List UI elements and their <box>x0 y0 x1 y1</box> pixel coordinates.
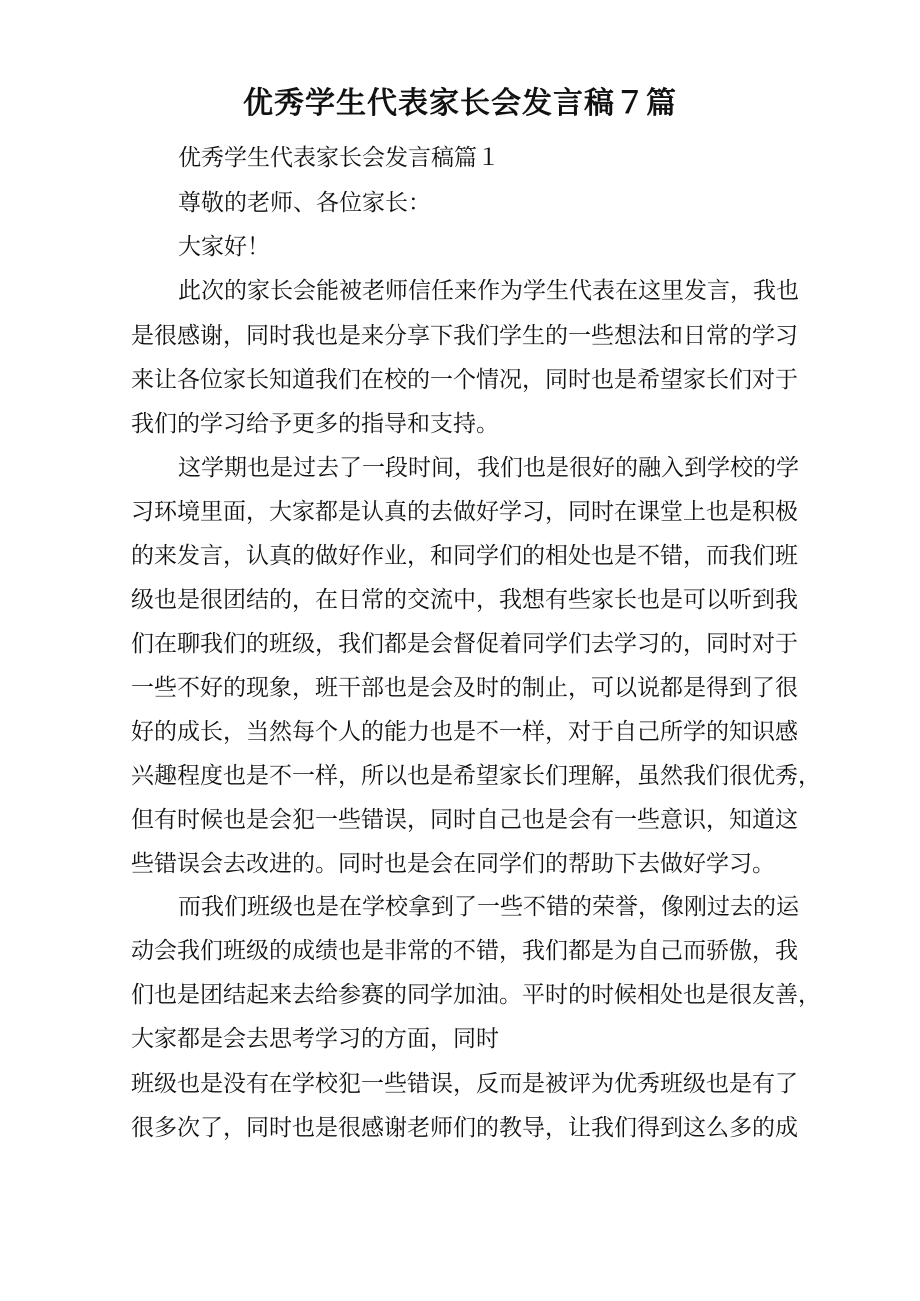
greeting: 大家好！ <box>178 234 270 260</box>
paragraph-line: 是很感谢，同时我也是来分享下我们学生的一些想法和日常的学习 <box>131 323 798 349</box>
paragraph-line: 但有时候也是会犯一些错误，同时自己也是会有一些意识，知道这 <box>131 807 798 833</box>
paragraph-line: 此次的家长会能被老师信任来作为学生代表在这里发言，我也 <box>178 278 799 304</box>
paragraph-line: 一些不好的现象，班干部也是会及时的制止，可以说都是得到了很 <box>131 675 798 701</box>
paragraph-line: 来让各位家长知道我们在校的一个情况，同时也是希望家长们对于 <box>131 367 798 393</box>
paragraph-line: 些错误会去改进的。同时也是会在同学们的帮助下去做好学习。 <box>131 851 775 877</box>
document-title: 优秀学生代表家长会发言稿７篇 <box>243 86 677 121</box>
paragraph-line: 而我们班级也是在学校拿到了一些不错的荣誉，像刚过去的运 <box>178 894 799 920</box>
salutation: 尊敬的老师、各位家长： <box>178 190 431 216</box>
paragraph-line: 这学期也是过去了一段时间，我们也是很好的融入到学校的学 <box>178 455 799 481</box>
paragraph-line: 很多次了，同时也是很感谢老师们的教导，让我们得到这么多的成 <box>131 1115 798 1141</box>
paragraph-line: 级也是很团结的，在日常的交流中，我想有些家长也是可以听到我 <box>131 587 798 613</box>
paragraph-line: 们在聊我们的班级，我们都是会督促着同学们去学习的，同时对于 <box>131 631 798 657</box>
paragraph-line: 我们的学习给予更多的指导和支持。 <box>131 411 499 437</box>
paragraph-line: 兴趣程度也是不一样，所以也是希望家长们理解，虽然我们很优秀， <box>131 763 821 789</box>
paragraph-line: 们也是团结起来去给参赛的同学加油。平时的时候相处也是很友善， <box>131 982 821 1008</box>
paragraph-line: 好的成长，当然每个人的能力也是不一样，对于自己所学的知识感 <box>131 719 798 745</box>
paragraph-line: 大家都是会去思考学习的方面，同时 <box>131 1026 499 1052</box>
paragraph-line: 习环境里面，大家都是认真的去做好学习，同时在课堂上也是积极 <box>131 499 798 525</box>
paragraph-line: 班级也是没有在学校犯一些错误，反而是被评为优秀班级也是有了 <box>131 1071 798 1097</box>
section-heading: 优秀学生代表家长会发言稿篇１ <box>178 145 500 171</box>
paragraph-line: 的来发言，认真的做好作业，和同学们的相处也是不错，而我们班 <box>131 543 798 569</box>
paragraph-line: 动会我们班级的成绩也是非常的不错，我们都是为自己而骄傲，我 <box>131 938 798 964</box>
